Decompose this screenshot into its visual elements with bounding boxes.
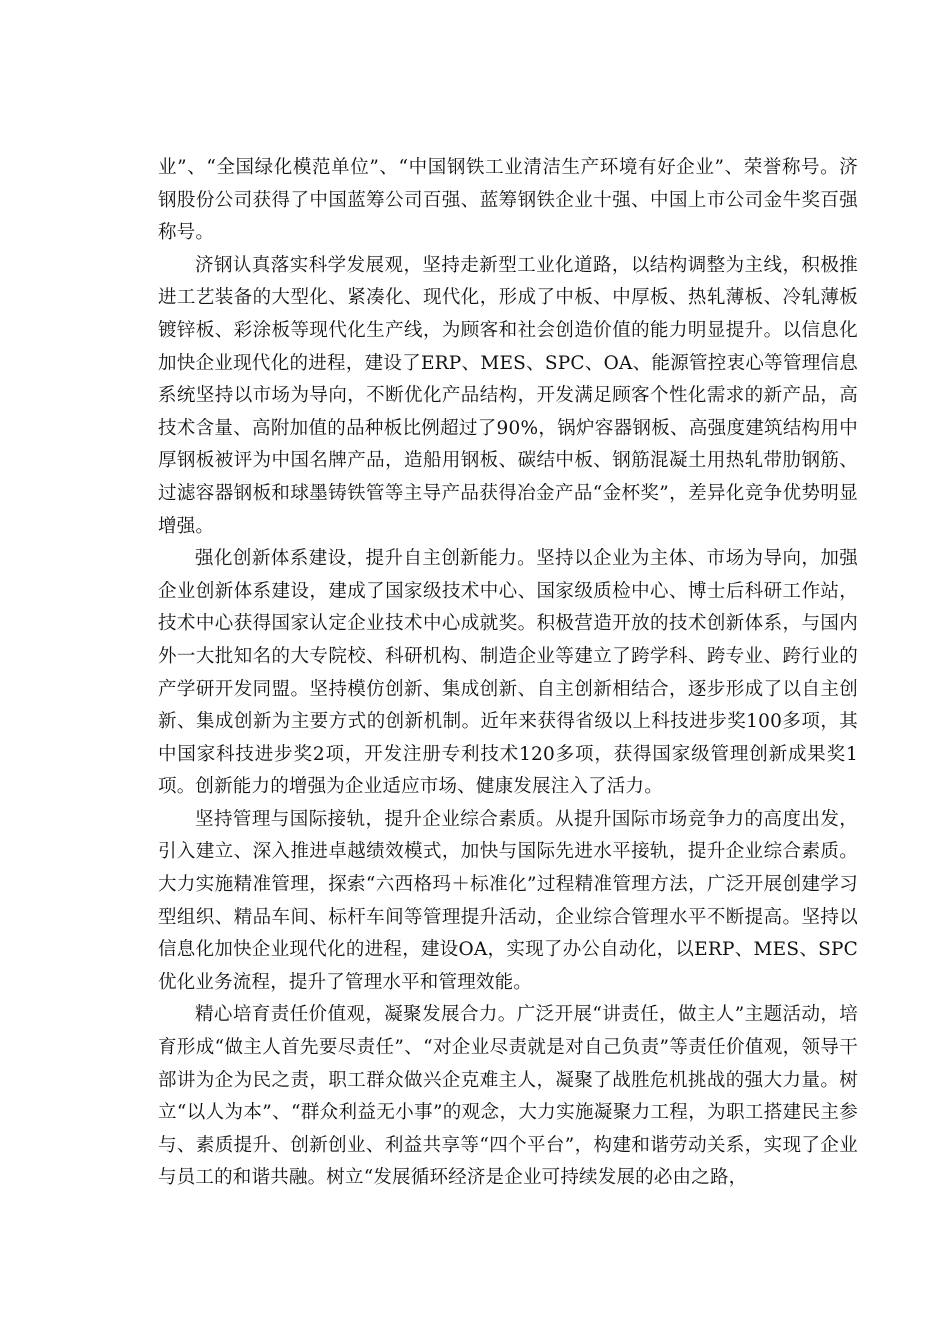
paragraph-3: 强化创新体系建设，提升自主创新能力。坚持以企业为主体、市场为导向，加强企业创新体系建设，建成了国家级技术中心、国家级质检中心、博士后科研工作站，技术中心获得国家认定企业技术中心成就奖。积极营造开放的技术创新体系，与国内外一大批知名的大专院校、科研机构、制造企业等建立了跨学科、跨专业、跨行业的产学研开发同盟。坚持模仿创新、集成创新、自主创新相结合，逐步形成了以自主创新、集成创新为主要方式的创新机制。近年来获得省级以上科技进步奖100多项，其中国家科技进步奖2项，开发注册专利技术120多项，获得国家级管理创新成果奖1项。创新能力的增强为企业适应市场、健康发展注入了活力。 (158, 548, 858, 798)
paragraph-1: 业”、“全国绿化模范单位”、“中国钢铁工业清洁生产环境有好企业”、荣誉称号。济钢股份公司获得了中国蓝筹公司百强、蓝筹钢铁企业十强、中国上市公司金牛奖百强称号。 (158, 157, 858, 244)
paragraph-2: 济钢认真落实科学发展观，坚持走新型工业化道路，以结构调整为主线，积极推进工艺装备的大型化、紧凑化、现代化，形成了中板、中厚板、热轧薄板、冷轧薄板镀锌板、彩涂板等现代化生产线，为顾客和社会创造价值的能力明显提升。以信息化加快企业现代化的进程，建设了ERP、MES、SPC、OA、能源管控衷心等管理信息系统坚持以市场为导向，不断优化产品结构，开发满足顾客个性化需求的新产品，高技术含量、高附加值的品种板比例超过了90%，锅炉容器钢板、高强度建筑结构用中厚钢板被评为中国名牌产品，造船用钢板、碳结中板、钢筋混凝土用热轧带肋钢筋、过滤容器钢板和球墨铸铁管等主导产品获得冶金产品“金杯奖”，差异化竞争优势明显增强。 (158, 254, 858, 537)
paragraph-4: 坚持管理与国际接轨，提升企业综合素质。从提升国际市场竞争力的高度出发，引入建立、深入推进卓越绩效模式，加快与国际先进水平接轨，提升企业综合素质。大力实施精准管理，探索“六西格玛＋标准化”过程精准管理方法，广泛开展创建学习型组织、精品车间、标杆车间等管理提升活动，企业综合管理水平不断提高。坚持以信息化加快企业现代化的进程，建设OA，实现了办公自动化，以ERP、MES、SPC优化业务流程，提升了管理水平和管理效能。 (158, 808, 858, 993)
document-body (158, 152, 858, 1195)
paragraph-5: 精心培育责任价值观，凝聚发展合力。广泛开展“讲责任，做主人”主题活动，培育形成“做主人首先要尽责任”、“对企业尽责就是对自己负责”等责任价值观，领导干部讲为企为民之责，职工群众做兴企克难主人，凝聚了战胜危机挑战的强大力量。树立“以人为本”、“群众利益无小事”的观念，大力实施凝聚力工程，为职工搭建民主参与、素质提升、创新创业、利益共享等“四个平台”，构建和谐劳动关系，实现了企业与员工的和谐共融。树立“发展循环经济是企业可持续发展的必由之路， (158, 1004, 858, 1189)
